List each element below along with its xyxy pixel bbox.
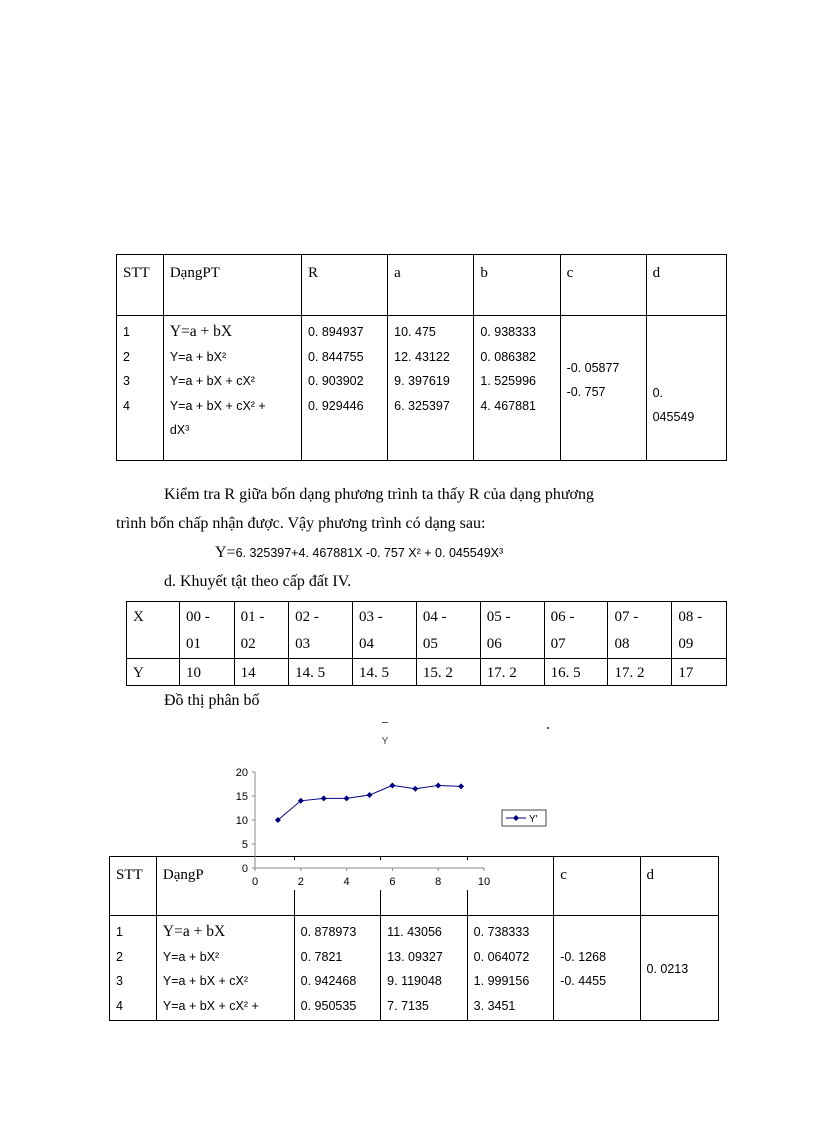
- chart-axis-background: [224, 860, 254, 890]
- b-value: 0. 086382: [480, 349, 536, 364]
- x-cell: [608, 602, 672, 659]
- d-column: [640, 916, 719, 1021]
- c-value: -0. 1268: [560, 949, 607, 964]
- y-tick-label: 5: [241, 839, 248, 851]
- header-stt: [117, 255, 164, 316]
- x-range-end: 03: [295, 636, 311, 652]
- form-value: Y=a + bX + cX²: [169, 374, 255, 388]
- a-value: 7. 7135: [387, 998, 429, 1013]
- y-cell: 10: [180, 659, 235, 686]
- x-cell: [289, 602, 353, 659]
- b-value: 1. 525996: [480, 374, 536, 388]
- equation-prefix: Y=: [215, 544, 236, 561]
- y-label: Y: [127, 659, 180, 686]
- a-value: 10. 475: [394, 325, 436, 339]
- stray-mark: [547, 727, 549, 729]
- legend-label: Y': [529, 814, 538, 825]
- x-range-end: 07: [550, 636, 566, 652]
- x-tick-label: 2: [297, 876, 304, 888]
- header-r: R: [301, 255, 387, 316]
- form-value: Y=a + bX + cX² +: [162, 998, 259, 1013]
- chart-axis-background: [251, 860, 492, 890]
- b-value: 1. 999156: [473, 974, 530, 988]
- form-value: Y=a + bX²: [162, 949, 220, 964]
- header-form: DạngP: [156, 857, 294, 916]
- stt-value: 1: [123, 325, 130, 339]
- stt-value: 4: [123, 398, 130, 413]
- x-tick-label: 0: [251, 876, 259, 888]
- x-cell: [416, 602, 480, 659]
- y-cell: 15. 2: [416, 659, 480, 686]
- x-label: X: [127, 602, 180, 659]
- form-value: Y=a + bX²: [169, 349, 227, 364]
- x-range-start: 07 -: [614, 609, 639, 625]
- x-tick-label: 4: [343, 876, 350, 888]
- a-value: 6. 325397: [394, 398, 450, 413]
- x-range-start: 02 -: [295, 609, 319, 625]
- header-form: DạngPT: [163, 255, 301, 316]
- a-value: 11. 43056: [387, 925, 442, 939]
- header-c: c: [554, 857, 640, 916]
- c-value: -0. 4455: [560, 974, 607, 988]
- equation-body: 6. 325397+4. 467881X -0. 757 X² + 0. 045549X³: [235, 546, 504, 560]
- d-value: 0. 0213: [646, 961, 689, 976]
- chart-title: Y: [381, 736, 389, 747]
- data-point: [367, 792, 373, 798]
- data-point: [321, 795, 327, 801]
- r-value: 0. 942468: [300, 974, 357, 988]
- header-stt: [110, 857, 157, 916]
- x-tick-label: 6: [389, 876, 396, 888]
- equation: [215, 544, 503, 562]
- r-column: [301, 316, 387, 461]
- r-value: 0. 7821: [300, 949, 343, 964]
- form-value: Y=a + bX + cX² +: [169, 398, 266, 413]
- stt-column: [110, 916, 157, 1021]
- chart-caption: Đồ thị phân bố: [164, 692, 260, 709]
- section-heading-d: d. Khuyết tật theo cấp đất IV.: [164, 573, 352, 590]
- x-cell: [353, 602, 417, 659]
- series-line: [278, 785, 461, 820]
- x-range-end: 08: [614, 636, 630, 652]
- data-point: [435, 782, 441, 788]
- header-d: d: [646, 255, 726, 316]
- header-b: b: [474, 255, 560, 316]
- a-value: 9. 119048: [387, 974, 442, 988]
- header-a: a: [388, 255, 474, 316]
- header-stt-text: STT: [116, 867, 143, 883]
- form-column: [163, 316, 301, 461]
- distribution-chart: [214, 732, 554, 892]
- b-value: 0. 738333: [473, 925, 530, 939]
- d-column: [646, 316, 726, 461]
- paragraph-line-2: trình bốn chấp nhận được. Vậy phương trình có dạng sau:: [116, 515, 486, 532]
- x-range-end: 09: [678, 636, 694, 652]
- r-value: 0. 878973: [300, 925, 357, 939]
- r-column: [294, 916, 381, 1021]
- r-value: 0. 894937: [307, 325, 364, 339]
- x-cell: [672, 602, 727, 659]
- data-point: [458, 783, 464, 789]
- r-value: 0. 903902: [307, 374, 364, 388]
- x-range-end: 04: [359, 636, 375, 652]
- stt-value: 4: [116, 998, 123, 1013]
- y-tick-label: 0: [241, 863, 248, 875]
- form-value: Y=a + bX: [169, 323, 233, 340]
- stt-value: 1: [116, 925, 123, 939]
- header-stt-text: STT: [123, 265, 150, 281]
- header-c: c: [560, 255, 646, 316]
- stt-value: 3: [116, 974, 123, 988]
- x-tick-label: 10: [477, 876, 491, 888]
- x-range-end: 06: [486, 636, 502, 652]
- y-cell: 17. 2: [480, 659, 544, 686]
- x-cell: [480, 602, 544, 659]
- x-range-start: 08 -: [678, 609, 703, 625]
- x-cell: [234, 602, 289, 659]
- x-range-start: 00 -: [186, 609, 210, 625]
- d-value: 0.: [652, 385, 664, 400]
- stt-value: 3: [123, 374, 130, 388]
- b-value: 3. 3451: [473, 998, 516, 1013]
- stt-value: 2: [116, 949, 123, 964]
- r-value: 0. 844755: [307, 349, 364, 364]
- y-tick-label: 20: [235, 767, 248, 779]
- r-value: 0. 929446: [307, 398, 364, 413]
- b-column: [474, 316, 560, 461]
- b-value: 4. 467881: [480, 398, 536, 413]
- x-cell: [544, 602, 608, 659]
- data-point: [344, 795, 350, 801]
- a-value: 13. 09327: [387, 949, 443, 964]
- x-tick-label: 8: [435, 876, 442, 888]
- paragraph-line-1: Kiểm tra R giữa bốn dạng phương trình ta thấy R của dạng phương: [164, 486, 594, 503]
- c-value: -0. 757: [566, 385, 606, 399]
- x-range-start: 03 -: [359, 609, 383, 625]
- x-range-end: 05: [422, 636, 438, 652]
- form-value: Y=a + bX: [162, 923, 226, 940]
- data-point: [389, 782, 395, 788]
- c-value: -0. 05877: [566, 360, 620, 375]
- a-column: [388, 316, 474, 461]
- y-cell: 14. 5: [353, 659, 417, 686]
- b-value: 0. 064072: [473, 949, 530, 964]
- form-value: Y=a + bX + cX²: [162, 974, 249, 988]
- stt-value: 2: [123, 349, 130, 364]
- x-range-start: 06 -: [550, 609, 575, 625]
- x-range-start: 01 -: [240, 609, 265, 625]
- x-range-end: 01: [186, 636, 201, 652]
- d-value: 045549: [652, 410, 695, 424]
- x-range-start: 04 -: [422, 609, 447, 625]
- y-tick-label: 10: [235, 815, 248, 827]
- stt-column: [117, 316, 164, 461]
- x-range-start: 05 -: [486, 609, 511, 625]
- r-value: 0. 950535: [300, 998, 357, 1013]
- b-value: 0. 938333: [480, 325, 536, 339]
- y-tick-label: 15: [235, 791, 248, 803]
- a-value: 9. 397619: [394, 374, 450, 388]
- header-d: d: [640, 857, 719, 916]
- y-cell: 14: [234, 659, 289, 686]
- y-cell: 16. 5: [544, 659, 608, 686]
- y-cell: 17: [672, 659, 727, 686]
- xy-table: [126, 601, 727, 686]
- a-value: 12. 43122: [394, 349, 450, 364]
- regression-table-1: [116, 254, 727, 461]
- a-column: [381, 916, 468, 1021]
- x-range-end: 02: [240, 636, 256, 652]
- data-point: [412, 786, 418, 792]
- y-cell: 17. 2: [608, 659, 672, 686]
- form-column: [156, 916, 294, 1021]
- y-cell: 14. 5: [289, 659, 353, 686]
- b-column: [467, 916, 554, 1021]
- x-cell: [180, 602, 235, 659]
- form-value: dX³: [169, 423, 190, 437]
- c-column: [560, 316, 646, 461]
- stray-mark: [382, 722, 388, 723]
- c-column: [554, 916, 640, 1021]
